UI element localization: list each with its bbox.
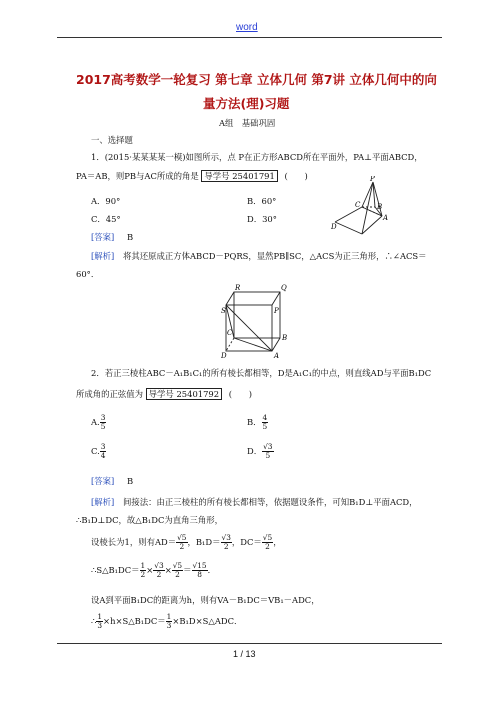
q2-answer-tag: [答案]: [91, 476, 115, 486]
q2-paren: ( ): [228, 389, 253, 399]
header-rule: [57, 37, 442, 38]
q2-explain-line1: [91, 496, 418, 508]
q2-stem-line2: [76, 388, 252, 400]
q1-option-d: D．30°: [247, 214, 277, 224]
q2-option-c: [91, 443, 106, 460]
q2-lengths-line: 设棱长为1，则有AD＝ $\frac{√5}{2}$ ，B₁D＝ $\frac{√3}{2}$ ，DC＝ $\frac{√5}{2}$ ，: [91, 533, 282, 551]
q2-distance-line: 设A到平面B₁DC的距离为h，则有VA－B₁DC＝VB₁－ADC，: [91, 595, 320, 605]
header-word-link[interactable]: word: [236, 22, 258, 33]
q2-answer-line: [91, 475, 133, 487]
fig2-label-q: Q: [281, 284, 287, 292]
fig2-label-a: A: [274, 352, 280, 360]
q2-explain-tag: [解析]: [91, 497, 115, 507]
q1-option-a: A．90°: [91, 196, 121, 206]
q2-option-a: [91, 414, 106, 431]
page-title-line2: 量方法(理)习题: [203, 96, 290, 111]
q2-option-b-label: B．: [247, 417, 262, 427]
q2-explain-line2: ∴B₁D⊥DC，故△B₁DC为直角三角形，: [76, 515, 224, 525]
q1-figure-pyramid: [330, 176, 430, 256]
q2-area-line: ∴S△B₁DC＝ $\frac{1}{2}$ × $\frac{√3}{2}$ × $\frac{√5}{2}$ ＝ $\frac{√15}{8}$ ．: [91, 561, 217, 579]
q2-option-d-frac: $\frac{√3}{5}$: [263, 442, 273, 460]
q1-answer-value: B: [126, 232, 134, 242]
q1-answer-tag: [答案]: [91, 232, 115, 242]
footer-rule: [57, 643, 442, 644]
q2-option-c-frac: $\frac{3}{4}$: [100, 442, 106, 460]
q2-stem-line1: 2．若正三棱柱ABC－A₁B₁C₁的所有棱长都相等，D是A₁C₁的中点，则直线AD与平面B₁DC: [91, 368, 432, 378]
q2-option-a-frac: $\frac{3}{5}$: [100, 413, 106, 431]
fig2-label-d: D: [221, 352, 227, 360]
q2-answer-value: B: [126, 476, 134, 486]
fig2-label-s: S: [221, 307, 226, 315]
q1-stem-line1: 1．(2015·某某某某一模)如图所示，点 P在正方形ABCD所在平面外，PA⊥平面ABCD，: [91, 152, 423, 162]
q1-explain-line1: [91, 250, 427, 262]
q2-stem-text: 所成角的正弦值为: [76, 389, 143, 399]
q2-option-d: [247, 443, 274, 460]
q1-option-c: C．45°: [91, 214, 121, 224]
q2-option-d-label: D．: [247, 446, 263, 456]
q2-option-a-label: A.: [91, 417, 100, 427]
q1-figure-cube: [221, 283, 301, 361]
fig1-label-c: C: [355, 201, 361, 209]
q2-volume-line: ∴ $\frac{1}{3}$ ×h×S△B₁DC＝ $\frac{1}{3}$ ×B₁D×S△ADC．: [91, 612, 243, 630]
q1-answer-line: [91, 231, 133, 243]
fig2-label-p: P: [274, 307, 279, 315]
fig2-label-b: B: [282, 334, 288, 342]
fig1-label-d: D: [331, 223, 337, 231]
q2-option-c-label: C.: [91, 446, 100, 456]
q2-option-b: [247, 414, 268, 431]
fig1-label-b: B: [377, 203, 383, 211]
q1-stem-line2: [76, 170, 308, 182]
q1-explain-text: 将其还原成正方体ABCD－PQRS，显然PB∥SC，△ACS为正三角形，∴∠ACS＝: [122, 251, 427, 261]
section-heading: 一、选择题: [91, 135, 133, 145]
page-title-line1: 2017高考数学一轮复习 第七章 立体几何 第7讲 立体几何中的向: [76, 72, 437, 87]
fig2-label-c: C: [227, 329, 233, 337]
q1-stem-text: PA＝AB，则PB与AC所成的角是: [76, 171, 199, 181]
q1-explain-line2: 60°．: [76, 269, 100, 279]
group-heading: A组 基础巩固: [219, 118, 276, 128]
q1-option-b: B．60°: [247, 196, 277, 206]
fig1-label-a: A: [383, 214, 389, 222]
q2-explain-text: 间接法：由正三棱柱的所有棱长都相等，依据题设条件，可知B₁D⊥平面ACD，: [122, 497, 418, 507]
q1-paren: ( ): [284, 171, 308, 181]
q2-code-box: 导学号 25401792: [146, 388, 222, 400]
fig1-label-p: P: [370, 176, 375, 183]
q1-code-box: 导学号 25401791: [201, 170, 277, 182]
fig2-label-r: R: [235, 284, 241, 292]
q2-option-b-frac: $\frac{4}{5}$: [262, 413, 268, 431]
page-number: 1 / 13: [233, 649, 256, 659]
q1-explain-tag: [解析]: [91, 251, 115, 261]
